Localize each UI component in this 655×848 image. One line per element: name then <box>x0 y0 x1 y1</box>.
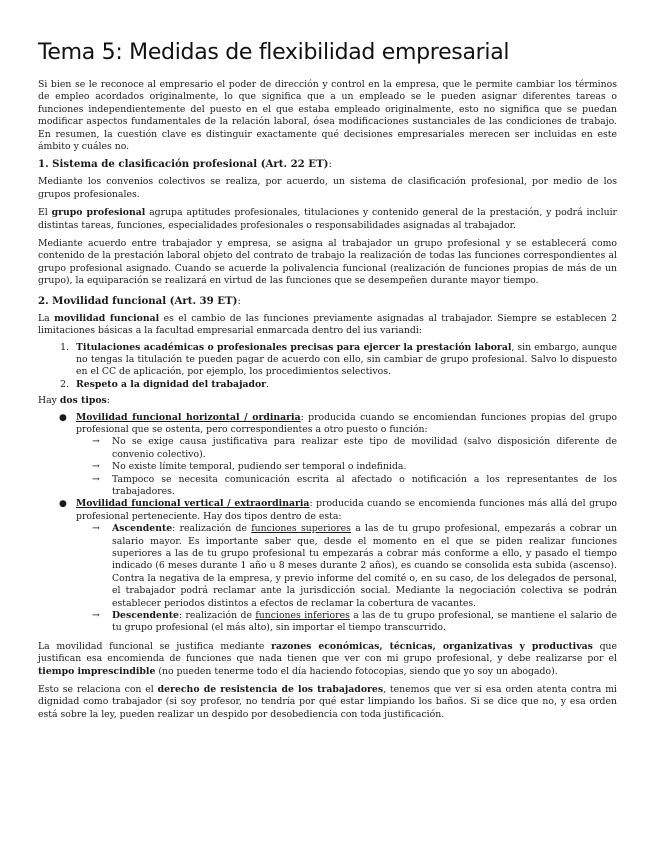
list-item-ascendente: → Ascendente: realización de funciones superiores a las de tu grupo profesional, empezarás a cobrar un salario mayor. Es importante saber que, desde el momento en el que se piden realizar funciones superiores a las de tu grupo profesional tu empezarás a cobrar más conforme a ello, y pasado el tiempo indicado (6 meses durante 1 año u 8 meses durante 2 años), es cuando se consolida esta subida (ascenso). Contra la negativa de la empresa, y previo informe del comité o, en su caso, de los delegados de personal, el trabajador podrá reclamar ante la jurisdicción social. Mediante la negociación colectiva se podrán establecer periodos distintos a efectos de reclamar la cobertura de vacantes. <box>92 523 618 609</box>
vertical-points <box>76 523 617 635</box>
bullet-icon: ● <box>59 499 67 510</box>
list-item: → Tampoco se necesita comunicación escrita al afectado o notificación a los representantes de los trabajadores. <box>92 473 617 497</box>
section-1-paragraph-1: Mediante los convenios colectivos se realiza, por acuerdo, un sistema de clasificación profesional, por medio de los grupos profesionales. <box>38 176 617 200</box>
arrow-icon: → <box>92 610 100 622</box>
section-1-heading: 1. Sistema de clasificación profesional (Art. 22 ET): <box>38 158 332 171</box>
types-paragraph: Hay dos tipos: <box>38 395 110 407</box>
intro-paragraph: Si bien se le reconoce al empresario el poder de dirección y control en la empresa, que le permite cambiar los términos de empleo acordados originalmente, lo que significa que a un empleado se le pueden asignar diferentes tareas o funciones independientemente del puesto en el que estaba empleado originalmente, esto no significa que se puedan modificar aspectos fundamentales de la relación laboral, ósea modificaciones sustanciales de las condiciones de trabajo. En resumen, la cuestión clave es distinguir exactamente qué decisiones empresariales merecen ser incluidas en este ámbito y cuáles no. <box>38 79 617 153</box>
horizontal-points <box>76 436 617 498</box>
limitations-list <box>38 342 617 392</box>
limitation-item: 2. Respeto a la dignidad del trabajador. <box>72 379 617 391</box>
limitation-item: 1. Titulaciones académicas o profesionales precisas para ejercer la prestación laboral, sin embargo, aunque no tengas la titulación te pueden pagar de acuerdo con ello, sin cambiar de grupo profesional. Salvo lo dispuesto en el CC de aplicación, por ejemplo, los procedimientos selectivos. <box>72 342 617 379</box>
justification-paragraph: La movilidad funcional se justifica mediante razones económicas, técnicas, organizativas y productivas que justifican esa encomienda de funciones que nada tienen que ver con mi grupo profesional, y debe realizarse por el tiempo imprescindible (no pueden tenerme todo el día haciendo fotocopias, siendo que yo soy un abogado). <box>38 640 618 677</box>
section-2-heading: 2. Movilidad funcional (Art. 39 ET): <box>38 294 241 307</box>
list-item-horizontal: ● Movilidad funcional horizontal / ordinaria: producida cuando se encomiendan funciones propias del grupo profesional que se ostenta, pero correspondientes a otro puesto o función: → No se exige causa justificativa para realizar este tipo de movilidad (salvo disposición diferente de convenio colectivo). → No existe límite temporal, pudiendo ser temporal o indefinida. → Tampoco se necesita comunicación escrita al afectado o notificación a los representantes de los trabajadores. <box>59 411 617 497</box>
section-1-paragraph-3: Mediante acuerdo entre trabajador y empresa, se asigna al trabajador un grupo profesional y se establecerá como contenido de la prestación laboral objeto del contrato de trabajo la realización de todas las funciones correspondientes al grupo profesional asignado. Cuando se acuerde la polivalencia funcional (realización de funciones propias de más de un grupo), la equiparación se realizará en virtud de las funciones que se desempeñen durante mayor tiempo. <box>38 238 617 287</box>
list-item: → No se exige causa justificativa para realizar este tipo de movilidad (salvo disposición diferente de convenio colectivo). <box>92 436 617 460</box>
section-2-paragraph-1: La movilidad funcional es el cambio de las funciones previamente asignadas al trabajador. Siempre se establecen 2 limitaciones básicas a la facultad empresarial enmarcada dentro del ius variandi: <box>38 312 618 337</box>
bullet-icon: ● <box>59 412 67 423</box>
arrow-icon: → <box>92 436 100 448</box>
arrow-icon: → <box>92 473 100 485</box>
list-item: → No existe límite temporal, pudiendo ser temporal o indefinida. <box>92 461 407 473</box>
list-item-descendente: → Descendente: realización de funciones inferiores a las de tu grupo profesional, se mantiene el salario de tu grupo profesional (el más alto), sin importar el tiempo transcurrido. <box>92 610 618 634</box>
page-title: Tema 5: Medidas de flexibilidad empresarial <box>38 40 510 65</box>
list-item-vertical: ● Movilidad funcional vertical / extraordinaria: producida cuando se encomienda funciones más allá del grupo profesional perteneciente. Hay dos tipos dentro de esta: → Ascendente: realización de funciones superiores a las de tu grupo profesional, empezarás a cobrar un salario mayor. Es importante saber que, desde el momento en el que se piden realizar funciones superiores a las de tu grupo profesional tu empezarás a cobrar más conforme a ello, y pasado el tiempo indicado (6 meses durante 1 año u 8 meses durante 2 años), es cuando se consolida esta subida (ascenso). Contra la negativa de la empresa, y previo informe del comité o, en su caso, de los delegados de personal, el trabajador podrá reclamar ante la jurisdicción social. Mediante la negociación colectiva se podrán establecer periodos distintos a efectos de reclamar la cobertura de vacantes. → Descendente: realización de funciones inferiores a las de tu grupo profesional, se mantiene el salario de tu grupo profesional (el más alto), sin importar el tiempo transcurrido. <box>59 498 618 634</box>
types-list <box>38 412 617 635</box>
resistance-paragraph: Esto se relaciona con el derecho de resistencia de los trabajadores, tenemos que ver si esa orden atenta contra mi dignidad como trabajador (si soy profesor, no tendría por qué estar limpiando los baños. Si se dice que no, y esa orden está sobre la ley, pueden realizar un despido por desobediencia con toda justificación. <box>38 684 617 720</box>
section-1-paragraph-2: El grupo profesional agrupa aptitudes profesionales, titulaciones y contenido general de la prestación, y podrá incluir distintas tareas, funciones, especialidades profesionales o responsabilidades asignadas al trabajador. <box>38 207 617 231</box>
arrow-icon: → <box>92 461 100 473</box>
arrow-icon: → <box>92 523 100 535</box>
